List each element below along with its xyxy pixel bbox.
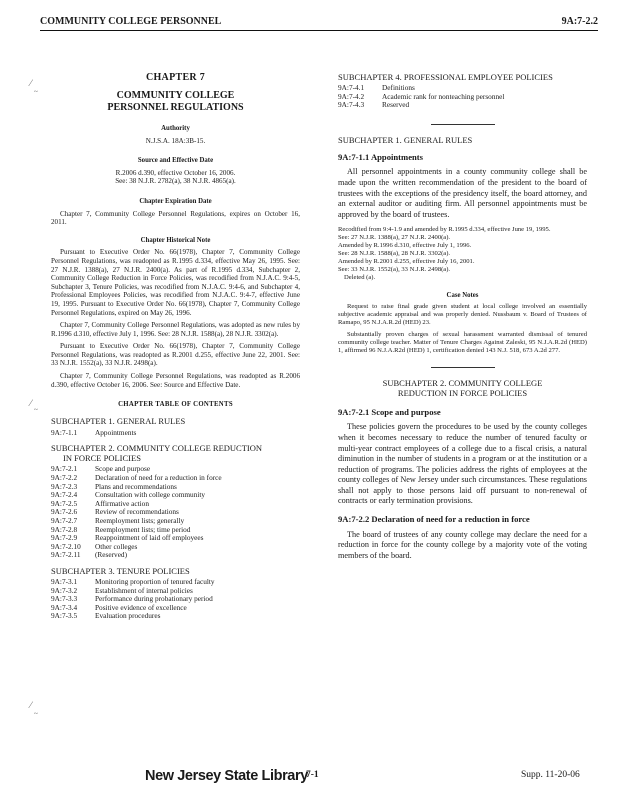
toc-entry[interactable]: 9A:7-2.10 Other colleges [51, 541, 138, 551]
section-body: These policies govern the procedures to be used by the county colleges when it becomes necessary to reduce the number of tenured faculty or multi-year contract employees of a college due to a fiscal crisis, a natural diminution in the number of students in a program or at the institution or a reduction of programs. The policies address the rights of employees at the county colleges of New Jersey under such circumstances. These regulations shall not apply to those persons laid off pursuant to non-renewal of contracts or early termination provisions. [338, 422, 587, 506]
toc-subchapter-3-list [51, 578, 300, 621]
toc-entry[interactable]: 9A:7-2.5 Affirmative action [51, 498, 149, 508]
case-note: Request to raise final grade given student at local college involved an essentially subjective academic appraisal and was properly denied. Nussbaum v. Board of Trustees of Ramapo, 95 N.J.A.R.2d (HED) 23. [338, 303, 587, 327]
toc-entry[interactable]: 9A:7-2.4 Consultation with college community [51, 490, 206, 500]
history-paragraph: Pursuant to Executive Order No. 66(1978), Chapter 7, Community College Personnel Regulations, was readopted as R.1995 d.334, effective May 26, 1995. See: 27 N.J.R. 1388(a), 27 N.J.R. 2400(a). As part of R.1995 d.334, Subchapter 2, Community College Reduction in Force Policies, was recodified from N.J.A.C. 9:4-5, Subchapter 3, Tenure Policies, was recodified from N.J.A.C. 9:4-6, and Subchapter 4, Professional Employees Policies, was recodified from N.J.A.C. 9:4-7, effective June 19, 1995. Pursuant to Executive Order No. 66(1978), Chapter 7, Community College Personnel Regulations, expired on May 26, 1996. [51, 248, 300, 317]
toc-entry[interactable]: 9A:7-2.6 Review of recommendations [51, 507, 179, 517]
toc-subchapter-2-cont: IN FORCE POLICIES [63, 453, 141, 464]
history-paragraph: Pursuant to Executive Order No. 66(1978), Chapter 7, Community College Personnel Regulations, was readopted as R.2001 d.255, effective June 22, 2001. See: 33 N.J.R. 1552(a), 33 N.J.R. 2498(a). [51, 342, 300, 368]
source-line-2: See: 38 N.J.R. 2782(a), 38 N.J.R. 4865(a). [115, 177, 236, 186]
library-watermark: New Jersey State Library [145, 768, 308, 784]
section-body: All personnel appointments in a county community college shall be made upon the written recommendation of the president to the board of trustees with the exceptions of the presidency itself, the board attorney, and an external auditor or auditing firm. All personnel appointments must be approved by the board of trustees. [338, 167, 587, 219]
expiration-text: Chapter 7, Community College Personnel Regulations, expires on October 16, 2011. [51, 209, 300, 227]
header-title: COMMUNITY COLLEGE PERSONNEL [40, 16, 222, 27]
toc-entry[interactable]: 9A:7-4.1 Definitions [338, 83, 415, 92]
toc-heading: CHAPTER TABLE OF CONTENTS [118, 401, 233, 409]
margin-mark: ⁄ [30, 398, 32, 408]
toc-entry[interactable]: 9A:7-4.3 Reserved [338, 100, 410, 110]
section-heading: 9A:7-1.1 Appointments [338, 151, 423, 162]
running-header [40, 16, 598, 31]
section-heading: 9A:7-2.2 Declaration of need for a reduction in force [338, 514, 530, 525]
history-heading: Chapter Historical Note [140, 236, 211, 244]
toc-entry[interactable]: 9A:7-3.4 Positive evidence of excellence [51, 602, 187, 612]
toc-subchapter-2: SUBCHAPTER 2. COMMUNITY COLLEGE REDUCTION [51, 443, 263, 454]
left-column [51, 72, 300, 621]
margin-mark: ⁄ [30, 78, 32, 88]
subchapter-2-heading: SUBCHAPTER 2. COMMUNITY COLLEGE [382, 377, 543, 388]
chapter-title-line-2: PERSONNEL REGULATIONS [107, 101, 244, 113]
authority-text: N.J.S.A. 18A:3B-15. [145, 136, 206, 145]
section-body: The board of trustees of any county college may declare the need for a reduction in force for the county college by a majority vote of the voting members of the board. [338, 529, 587, 560]
case-notes-heading: Case Notes [446, 291, 479, 299]
margin-mark: ~ [34, 406, 38, 414]
history-paragraph: Chapter 7, Community College Personnel Regulations, was readopted as R.2006 d.390, effective October 16, 2006. See: Source and Effective Date. [51, 372, 300, 389]
page-number: 7-1 [306, 770, 319, 780]
source-line-1: R.2006 d.390, effective October 16, 2006. [115, 168, 236, 177]
section-history: Recodified from 9:4-1.9 and amended by R.1995 d.334, effective June 19, 1995. See: 27 N.J.R. 1388(a), 27 N.J.R. 2400(a). Amended by R.1996 d.310, effective July 1, 1996. See: 28 N.J.R. 1588(a), 28 N.J.R. 3302(a). Amended by R.2001 d.255, effective July 16, 2001. See: 33 N.J.R. 1552(a), 33 N.J.R. 2498(a). Deleted (a). [338, 226, 551, 281]
section-divider [431, 124, 495, 125]
chapter-number: CHAPTER 7 [145, 72, 206, 83]
toc-entry[interactable]: 9A:7-3.2 Establishment of internal policies [51, 585, 193, 595]
history-paragraph: Chapter 7, Community College Personnel Regulations, was adopted as new rules by R.1996 d.310, effective July 1, 1996. See: 28 N.J.R. 1588(a), 28 N.J.R. 3302(a). [51, 321, 300, 338]
toc-entry[interactable]: 9A:7-2.7 Reemployment lists; generally [51, 516, 185, 525]
toc-entry[interactable]: 9A:7-2.2 Declaration of need for a reduction in force [51, 473, 222, 483]
section-heading: 9A:7-2.1 Scope and purpose [338, 406, 441, 417]
toc-entry[interactable]: 9A:7-2.1 Scope and purpose [51, 464, 151, 474]
right-column [338, 72, 587, 564]
toc-subchapter-1: SUBCHAPTER 1. GENERAL RULES [51, 415, 186, 426]
margin-mark: ⁄ [30, 700, 32, 710]
authority-heading: Authority [161, 125, 190, 132]
toc-entry[interactable]: 9A:7-4.2 Academic rank for nonteaching personnel [338, 91, 505, 101]
toc-entry[interactable]: 9A:7-2.11 (Reserved) [51, 550, 128, 560]
supplement-date: Supp. 11-20-06 [521, 770, 580, 780]
header-section-number: 9A:7-2.2 [561, 16, 598, 27]
toc-subchapter-3: SUBCHAPTER 3. TENURE POLICIES [51, 565, 190, 576]
toc-entry[interactable]: 9A:7-2.3 Plans and recommendations [51, 481, 177, 491]
toc-entry[interactable]: 9A:7-2.9 Reappointment of laid off employees [51, 533, 204, 543]
margin-mark: ~ [34, 710, 38, 718]
toc-entry[interactable]: 9A:7-2.8 Reemployment lists; time period [51, 524, 191, 534]
toc-subchapter-4: SUBCHAPTER 4. PROFESSIONAL EMPLOYEE POLICIES [338, 72, 553, 82]
section-divider [431, 367, 495, 368]
margin-mark: ~ [34, 88, 38, 96]
toc-subchapter-4-list [338, 84, 587, 110]
toc-entry[interactable]: 9A:7-3.5 Evaluation procedures [51, 611, 161, 621]
toc-entry[interactable]: 9A:7-3.1 Monitoring proportion of tenured faculty [51, 576, 215, 586]
source-heading: Source and Effective Date [137, 157, 214, 165]
subchapter-1-heading: SUBCHAPTER 1. GENERAL RULES [338, 134, 473, 145]
case-note: Substantially proven charges of sexual harassment warranted dismissal of tenured community college teacher. Matter of Tenure Charges Against Zaleski, 95 N.J.A.R.2d (HED) 1, affirmed 96 N.J.A.R2d (HED) 1, certification denied 143 N.J. 518, 673 A.2d 277. [338, 331, 587, 354]
toc-entry[interactable]: 9A:7-1.1 Appointments [51, 427, 137, 437]
toc-entry[interactable]: 9A:7-3.3 Performance during probationary period [51, 594, 213, 604]
subchapter-2-heading-cont: REDUCTION IN FORCE POLICIES [397, 387, 528, 398]
chapter-title-line-1: COMMUNITY COLLEGE [116, 90, 235, 101]
toc-subchapter-2-list [51, 465, 300, 560]
expiration-heading: Chapter Expiration Date [139, 197, 212, 205]
